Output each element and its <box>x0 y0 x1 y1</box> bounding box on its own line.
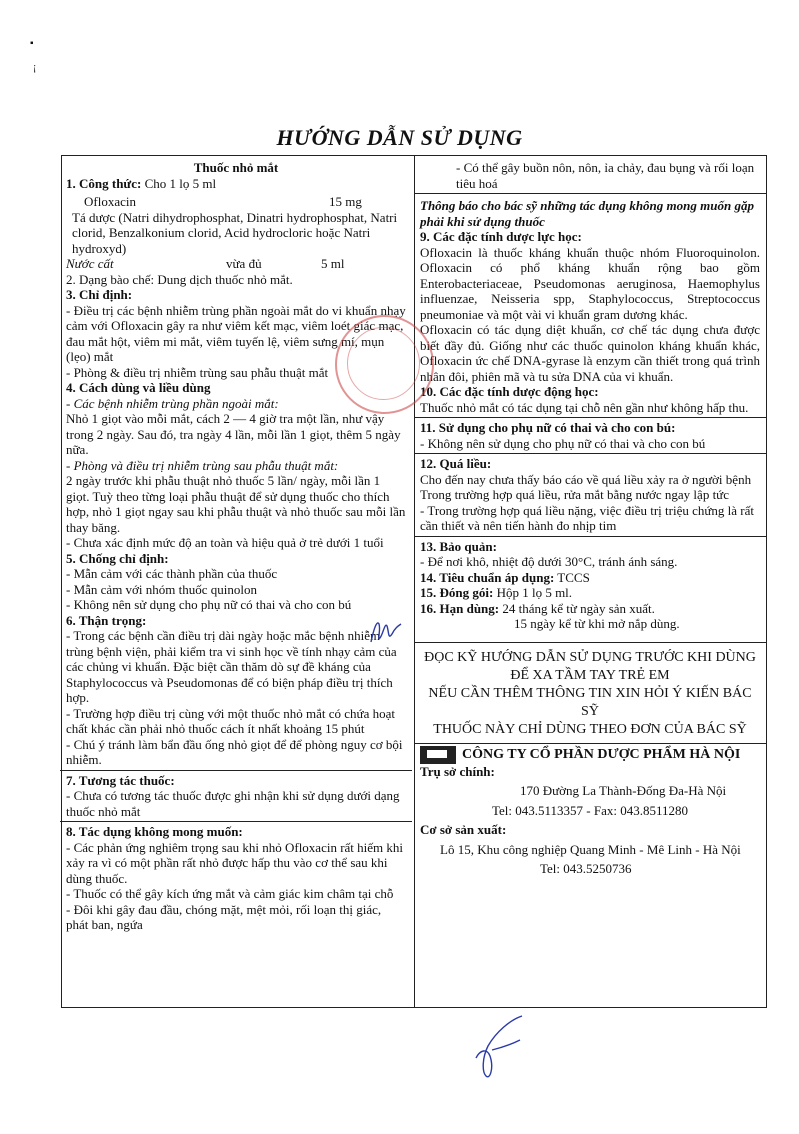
expiry-line <box>420 601 760 617</box>
section-title: 1. Công thức: <box>66 175 142 191</box>
indication-text: - Phòng & điều trị nhiễm trùng sau phẫu thuật mắt <box>66 364 329 380</box>
section-title: 6. Thận trọng: <box>66 612 147 628</box>
separator <box>414 536 766 537</box>
page-title: HƯỚNG DẪN SỬ DỤNG <box>276 125 523 150</box>
corner-mark: ▪ <box>30 38 34 49</box>
standard-line <box>420 570 760 586</box>
pharmacokinetics-text: Thuốc nhỏ mắt có tác dụng tại chỗ nên gần như không hấp thu. <box>420 399 749 415</box>
active-quantity: 15 mg <box>329 194 362 209</box>
company-logo-icon <box>420 746 456 764</box>
section-title: 12. Quá liều: <box>420 456 492 471</box>
hq-label: Trụ sở chính: <box>420 763 495 779</box>
standard-value: TCCS <box>557 569 590 585</box>
side-effect-text: - Thuốc có thể gây kích ứng mắt và cảm giác kim châm tại chỗ <box>66 886 394 901</box>
company-stamp <box>335 315 434 414</box>
contraindication-text: - Mẫn cảm với các thành phần của thuốc <box>66 566 278 581</box>
storage-text: - Để nơi khô, nhiệt độ dưới 30°C, tránh ánh sáng. <box>420 554 678 569</box>
side-effect-text: - Có thể gây buồn nôn, nôn, ỉa chảy, đau bụng và rối loạn tiêu hoá <box>456 160 755 191</box>
interaction-text: - Chưa có tương tác thuốc được ghi nhận khi sử dụng dưới dạng thuốc nhỏ mắt <box>66 788 400 819</box>
side-effect-text: - Các phản ứng nghiêm trọng sau khi nhỏ Ofloxacin rất hiếm khi xảy ra vì có một phần rất nhỏ được hấp thu vào cơ thể sau khi dùng thuốc. <box>66 839 404 886</box>
packaging-line <box>420 585 760 601</box>
hq-phone: Tel: 043.5113357 - Fax: 043.8511280 <box>492 802 689 818</box>
contraindication-text: - Mẫn cảm với nhóm thuốc quinolon <box>66 581 258 597</box>
plant-phone: Tel: 043.5250736 <box>540 861 632 876</box>
section-title: 9. Các đặc tính dược lực học: <box>420 229 582 244</box>
precaution-text: - Trường hợp điều trị cùng với một thuốc nhỏ mắt có chứa hoạt chất khác cần phải nhỏ thuốc cách ít nhất khoảng 15 phút <box>66 705 395 736</box>
notice-text: Thông báo cho bác sỹ những tác dụng không mong muốn gặp phải khi sử dụng thuốc <box>420 198 754 229</box>
section-title: 7. Tương tác thuốc: <box>66 772 175 788</box>
warning-line: ĐỌC KỸ HƯỚNG DẪN SỬ DỤNG TRƯỚC KHI DÙNG <box>424 649 756 665</box>
water-qs: vừa đủ <box>226 256 262 271</box>
right-column <box>420 160 760 877</box>
formula-line <box>66 176 406 192</box>
subsection-title: - Các bệnh nhiễm trùng phần ngoài mắt: <box>66 395 279 411</box>
water-label: Nước cất <box>66 256 114 271</box>
dosage-form: 2. Dạng bào chế: Dung dịch thuốc nhỏ mắt. <box>66 271 293 287</box>
plant-label: Cơ sở sản xuất: <box>420 822 507 837</box>
separator <box>414 193 766 194</box>
dosage-text: - Chưa xác định mức độ an toàn và hiệu quả ở trẻ dưới 1 tuổi <box>66 535 384 550</box>
side-effect-text: - Đôi khi gây đau đầu, chóng mặt, mệt mỏi, rối loạn thị giác, phát ban, ngứa <box>66 901 382 932</box>
signature-initials <box>368 616 404 646</box>
excipient-text: Tá dược (Natri dihydrophosphat, Dinatri hydrophosphat, Natri clorid, Benzalkonium clorid, Acid hydrocloric hoặc Natri hydroxyd) <box>72 209 398 256</box>
dosage-text: 2 ngày trước khi phẫu thuật nhỏ thuốc 5 lần/ ngày, mỗi lần 1 giọt. Tuỳ theo từng loại phẫu thuật để sử dụng thuốc cho thích hợp, nhỏ 1 giọt ngay sau khi phẫu thuật và nhỏ thuốc sau mỗi lần thay băng. <box>66 473 406 535</box>
section-title: 8. Tác dụng không mong muốn: <box>66 824 243 839</box>
section-title: 4. Cách dùng và liều dùng <box>66 380 211 395</box>
column-divider <box>414 155 415 1008</box>
separator <box>414 453 766 454</box>
water-quantity: 5 ml <box>321 256 345 271</box>
hq-address: 170 Đường La Thành-Đống Đa-Hà Nội <box>520 783 727 798</box>
company-name: CÔNG TY CỔ PHẦN DƯỢC PHẨM HÀ NỘI <box>462 746 741 762</box>
water-row <box>66 256 406 272</box>
section-title: 13. Bảo quản: <box>420 538 497 554</box>
section-title: 15. Đóng gói: <box>420 585 494 600</box>
company-name-row <box>420 746 760 764</box>
contraindication-text: - Không nên sử dụng cho phụ nữ có thai và cho con bú <box>66 597 352 612</box>
indication-text: - Điều trị các bệnh nhiễm trùng phần ngoài mắt do vi khuẩn nhạy cảm với Ofloxacin gây ra như viêm kết mạc, viêm loét giác mạc, đau mắt hột, viêm mi mắt, viêm tuyến lệ, viêm sưng mí, mụn (lẹo) mắt <box>66 302 406 364</box>
active-ingredient-row <box>66 194 406 210</box>
expiry-value-2: 15 ngày kể từ khi mở nắp dùng. <box>514 616 680 631</box>
warning-line: THUỐC NÀY CHỈ DÙNG THEO ĐƠN CỦA BÁC SỸ <box>433 721 747 737</box>
section-title: 14. Tiêu chuẩn áp dụng: <box>420 569 555 585</box>
separator <box>60 770 412 771</box>
formula-amount: Cho 1 lọ 5 ml <box>144 175 217 191</box>
warning-line: NẾU CẦN THÊM THÔNG TIN XIN HỎI Ý KIẾN BÁC SỸ <box>428 685 752 719</box>
section-title: 5. Chống chỉ định: <box>66 550 169 566</box>
overdose-text: - Trong trường hợp quá liều nặng, việc điều trị triệu chứng là rất cần thiết và nên tiến hành đo nhịp tim <box>420 502 754 533</box>
separator <box>414 743 766 744</box>
subsection-title: - Phòng và điều trị nhiễm trùng sau phẫu thuật mắt: <box>66 457 339 473</box>
section-title: 10. Các đặc tính dược động học: <box>420 384 599 399</box>
signature-initials <box>462 1010 532 1090</box>
product-heading: Thuốc nhỏ mắt <box>193 160 279 175</box>
pregnancy-text: - Không nên sử dụng cho phụ nữ có thai và cho con bú <box>420 435 706 451</box>
corner-mark: ¡ <box>33 62 37 73</box>
overdose-text: Trong trường hợp quá liều, rửa mắt bằng nước ngay lập tức <box>420 487 729 502</box>
section-title: 11. Sử dụng cho phụ nữ có thai và cho con bú: <box>420 420 676 435</box>
pharmacodynamics-text: Ofloxacin có tác dụng diệt khuẩn, cơ chế tác dụng chưa được biết đầy đủ. Giống như các thuốc quinolon kháng khuẩn khác, Ofloxacin ức chế DNA-gyrase là enzym cần thiết trong quá trình nhân đôi, phiên mã và tu sửa DNA của vi khuẩn. <box>420 322 760 384</box>
dosage-text: Nhỏ 1 giọt vào mỗi mắt, cách 2 — 4 giờ tra một lần, như vậy trong 2 ngày. Sau đó, tra ngày 4 lần, mỗi lần 1 giọt, thêm 5 ngày nữa. <box>66 411 401 457</box>
separator <box>60 821 412 822</box>
precaution-text: - Trong các bệnh cần điều trị dài ngày hoặc mắc bệnh nhiễm trùng bệnh viện, phải kiểm tra vi sinh học về tính nhạy cảm của các chủng vi khuẩn. Đặc biệt cần thăm dò sự đề kháng của Staphylococcus và Pseudomonas để có biện pháp điều trị thích hợp. <box>66 628 397 705</box>
active-ingredient: Ofloxacin <box>84 194 136 209</box>
separator <box>414 642 766 643</box>
precaution-text: - Chú ý tránh làm bẩn đầu ống nhỏ giọt để để phòng nguy cơ bội nhiễm. <box>66 736 403 767</box>
warning-line: ĐỂ XA TẦM TAY TRẺ EM <box>510 667 670 683</box>
section-title: 16. Hạn dùng: <box>420 600 500 616</box>
left-column <box>66 160 406 933</box>
pharmacodynamics-text: Ofloxacin là thuốc kháng khuẩn thuộc nhóm Fluoroquinolon. Ofloxacin có phổ kháng khuẩn rộng bao gồm Enterobacteriaceae, Pseudomonas aeruginosa, Haemophylus influenzae, Neisseria spp, Staphylococcus, Streptococcus pneumoniae và một vài vi khuẩn gram dương khác. <box>420 244 760 322</box>
plant-address: Lô 15, Khu công nghiệp Quang Minh - Mê Linh - Hà Nội <box>440 841 741 857</box>
packaging-value: Hộp 1 lọ 5 ml. <box>496 585 573 600</box>
separator <box>414 417 766 418</box>
section-title: 3. Chỉ định: <box>66 287 133 302</box>
expiry-value: 24 tháng kể từ ngày sản xuất. <box>502 600 655 616</box>
overdose-text: Cho đến nay chưa thấy báo cáo về quá liều xảy ra ở người bệnh <box>420 471 752 487</box>
